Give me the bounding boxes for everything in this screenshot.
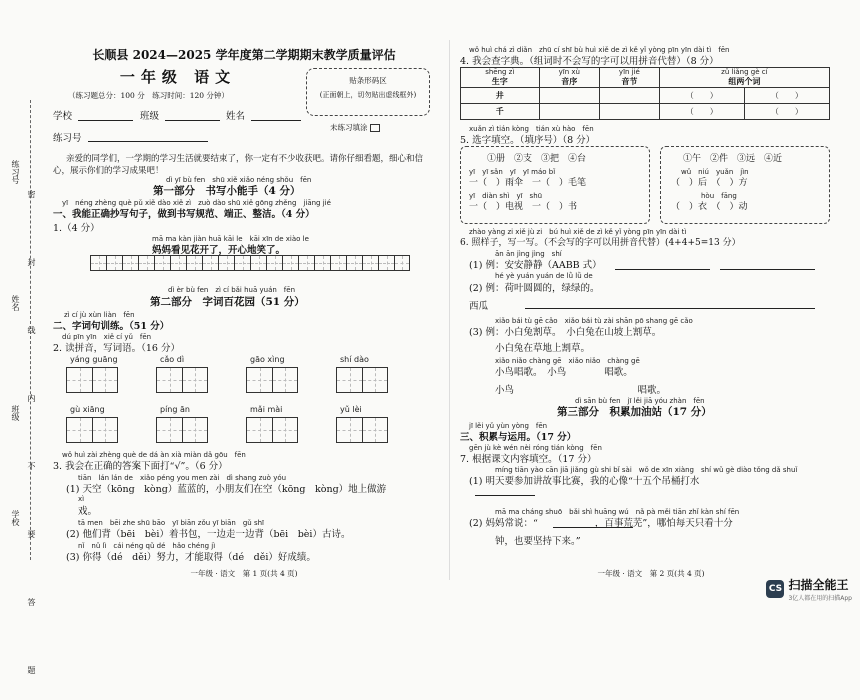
q3-2-pinyin: tā men bēi zhe shū bāo yī biān zǒu yī biān gǔ shī xyxy=(78,519,264,527)
field-school-label: 学校 xyxy=(53,111,73,122)
writing-grid[interactable] xyxy=(90,255,410,271)
part2-pinyin: dì èr bù fen zì cí bǎi huā yuán fēn xyxy=(168,286,296,294)
box2-pinyin2: hòu fāng xyxy=(701,192,737,200)
q6-pinyin: zhào yàng zi xiě jù zi bú huì xiě de zì kě yǐ yòng pīn yīn dài tì xyxy=(469,228,687,236)
word-cell[interactable] xyxy=(156,417,182,443)
dict-word2-jing[interactable]: （ ） xyxy=(744,88,829,104)
q6-3-text: (3) 例：小白兔割草。 小白兔在山坡上割草。 xyxy=(469,327,662,338)
word-box[interactable] xyxy=(66,417,118,443)
writing-cell[interactable] xyxy=(122,255,138,271)
field-name-label: 姓名 xyxy=(226,111,246,122)
intro-line-2: 心，展示你们的学习成果吧！ xyxy=(53,166,164,176)
scanner-sub: 3亿人都在用的扫描App xyxy=(788,595,852,602)
word-cell[interactable] xyxy=(66,367,92,393)
dict-word2-qian[interactable]: （ ） xyxy=(744,104,829,120)
subject-title: 一年级 语文 xyxy=(119,68,237,86)
field-class-label: 班级 xyxy=(140,111,160,122)
word-pinyin: yáng guāng xyxy=(70,355,118,364)
q2-title: 2. 读拼音，写词语。（16 分） xyxy=(53,343,180,354)
field-practice-no-input[interactable] xyxy=(88,141,208,142)
page-1-footer: 一年级 · 语文 第 1 页(共 4 页) xyxy=(190,569,298,578)
q1-section: 一、我能正确抄写句子，做到书写规范、端正、整洁。（4 分） xyxy=(53,209,315,220)
page-2-footer: 一年级 · 语文 第 2 页(共 4 页) xyxy=(597,569,705,578)
word-pinyin: cǎo dì xyxy=(160,355,185,364)
word-cell[interactable] xyxy=(246,367,272,393)
writing-cell[interactable] xyxy=(218,255,234,271)
q2-pinyin: dú pīn yīn xiě cí yǔ fēn xyxy=(62,333,152,341)
word-cell[interactable] xyxy=(182,417,208,443)
word-cell[interactable] xyxy=(272,367,298,393)
q7-2b-text: 钟，也要坚持下来。” xyxy=(495,536,581,547)
dict-syllable-jing[interactable] xyxy=(600,88,660,104)
writing-cell[interactable] xyxy=(394,255,410,271)
barcode-title: 贴条形码区 xyxy=(349,76,387,85)
writing-cell[interactable] xyxy=(186,255,202,271)
word-pinyin: shí dào xyxy=(340,355,369,364)
word-box[interactable] xyxy=(246,417,298,443)
sec2-pinyin: zì cí jù xùn liàn fēn xyxy=(64,311,135,319)
q7-1-text: (1) 明天要参加讲故事比赛，我的心像“十五个吊桶打水 xyxy=(469,476,700,487)
intro-line-1: 亲爱的同学们，一学期的学习生活就要结束了，你一定有不少收获吧。请你仔细看题，细心和信 xyxy=(66,154,424,164)
barcode-area xyxy=(306,68,430,116)
page-divider xyxy=(449,40,450,580)
q7-2-text: (2) 妈妈常说：“ ，百事荒芜”，哪怕每天只看十分 xyxy=(469,518,733,529)
missing-mark xyxy=(330,122,380,133)
scanner-name: 扫描全能王 xyxy=(788,578,849,592)
option-box-1 xyxy=(460,146,650,224)
word-cell[interactable] xyxy=(66,417,92,443)
q6-1-pinyin: ān ān jìng jìng shí xyxy=(495,250,562,258)
word-box[interactable] xyxy=(336,417,388,443)
sec3-pinyin: jī lěi yǔ yùn yòng fēn xyxy=(469,422,548,430)
q3-1b-pinyin: xì xyxy=(78,495,85,503)
sentence-text: 妈妈看见花开了，开心地笑了。 xyxy=(152,245,286,256)
word-cell[interactable] xyxy=(92,367,118,393)
part3-pinyin: dì sān bù fen jī lěi jiā yóu zhàn fēn xyxy=(575,397,705,405)
q6-1-blank-1[interactable] xyxy=(615,269,710,270)
box2-pinyin: wǔ niú yuǎn jìn xyxy=(681,168,749,176)
q6-2-prompt: 西瓜 xyxy=(469,301,489,312)
binding-column xyxy=(0,40,46,700)
q6-3c-pinyin: xiǎo niǎo chàng gē xiǎo niǎo chàng gē xyxy=(495,357,640,365)
sentence-pinyin: mā ma kàn jiàn huā kāi le kāi xīn de xiào le xyxy=(152,235,309,243)
seal-line-text: 密 封 线 内 不 要 答 题 xyxy=(27,190,36,700)
word-box[interactable] xyxy=(246,367,298,393)
q3-3-pinyin: nǐ nǔ lì cái néng qǔ dé hǎo chéng jì xyxy=(78,542,216,550)
q6-3c-text[interactable]: 小鸟唱歌。 小鸟 唱歌。 xyxy=(495,367,633,378)
writing-cell[interactable] xyxy=(346,255,362,271)
word-cell[interactable] xyxy=(362,367,388,393)
q3-1-text[interactable]: (1) 天空（kōng kòng）蓝蓝的，小朋友们在空（kōng kòng）地上做游 xyxy=(66,484,387,495)
word-pinyin: yǔ lèi xyxy=(340,405,362,414)
word-cell[interactable] xyxy=(336,417,362,443)
q7-pinyin: gēn jù kè wén nèi róng tián kòng fēn xyxy=(469,444,602,452)
box1-pinyin2: yī diàn shì yī shū xyxy=(469,192,543,200)
page-1 xyxy=(48,40,440,580)
side-label-school: 学校 xyxy=(11,510,20,526)
field-name-input[interactable] xyxy=(251,120,301,121)
q4-pinyin: wǒ huì chá zì diǎn zhū cí shī bù huì xiě de zì kě yǐ yòng pīn yīn dài tì fēn xyxy=(469,46,730,54)
box1-line1[interactable]: 一（ ）雨伞 一（ ）毛笔 xyxy=(469,178,587,188)
dict-header-words: zǔ liǎng gè cí 组两个词 xyxy=(659,68,829,88)
q6-3-pinyin: xiǎo bái tù gē cǎo xiǎo bái tù zài shān pō shang gē cǎo xyxy=(495,317,693,325)
part2-title: 第二部分 字词百花园（51 分） xyxy=(150,296,305,308)
q6-title: 6. 照样子，写一写。（不会写的字可以用拼音代替）(4+4+5=13 分） xyxy=(460,238,741,248)
dict-row-jing xyxy=(461,88,830,104)
part3-title: 第三部分 积累加油站（17 分） xyxy=(557,406,712,418)
writing-cell[interactable] xyxy=(362,255,378,271)
word-cell[interactable] xyxy=(272,417,298,443)
q4-title: 4. 我会查字典。（组词时不会写的字可以用拼音代替）（8 分） xyxy=(460,56,719,67)
writing-cell[interactable] xyxy=(90,255,106,271)
q3-3-text[interactable]: (3) 你得（dé děi）努力，才能取得（dé děi）好成绩。 xyxy=(66,552,316,563)
dict-header-order: yīn xù 音序 xyxy=(539,68,600,88)
side-label-practice-no: 练习号 xyxy=(11,160,20,184)
missing-label: 未练习填涂 xyxy=(330,123,368,132)
q1-pinyin: yī néng zhèng què pǔ xiě dào xiě zì zuò dào shū xiě gōng zhěng jiāng jié xyxy=(62,199,331,207)
q3-1-pinyin: tiān lán lán de xiǎo péng you men zài dì shang zuò yóu xyxy=(78,474,287,482)
dict-order-jing[interactable] xyxy=(539,88,600,104)
q6-2-text: (2) 例：荷叶圆圆的，绿绿的。 xyxy=(469,283,600,294)
q6-2-blank[interactable] xyxy=(525,308,815,309)
writing-cell[interactable] xyxy=(266,255,282,271)
missing-checkbox[interactable] xyxy=(370,124,380,132)
side-label-name: 姓名 xyxy=(11,295,20,311)
field-class xyxy=(140,108,159,122)
q6-2-pinyin: hé yè yuán yuán de lǜ lǜ de xyxy=(495,272,593,280)
writing-cell[interactable] xyxy=(202,255,218,271)
box1-options: ①册 ②支 ③把 ④台 xyxy=(487,154,587,164)
q6-1-blank-2[interactable] xyxy=(720,269,815,270)
q7-2-blank[interactable] xyxy=(553,527,633,528)
dict-header-syllable: yīn jié 音节 xyxy=(600,68,660,88)
writing-cell[interactable] xyxy=(170,255,186,271)
q7-1-pinyin: míng tiān yào cān jiā jiǎng gù shi bǐ sài wǒ de xīn xiàng shí wǔ gè diào tǒng dǎ shuǐ xyxy=(495,466,798,474)
dictionary-table xyxy=(460,67,830,120)
side-label-class: 班级 xyxy=(11,405,20,421)
dict-word1-qian[interactable]: （ ） xyxy=(659,104,744,120)
field-practice-no: 练习号 xyxy=(53,133,82,144)
barcode-note: (正面朝上，切勿贴出虚线框外) xyxy=(319,91,417,99)
dict-char-qian: 千 xyxy=(461,104,540,120)
word-box[interactable] xyxy=(156,417,208,443)
sec3-title: 三、积累与运用。（17 分） xyxy=(460,432,577,443)
dict-word1-jing[interactable]: （ ） xyxy=(659,88,744,104)
word-cell[interactable] xyxy=(156,367,182,393)
dict-syllable-qian[interactable] xyxy=(600,104,660,120)
q6-3d-text[interactable]: 小鸟 唱歌。 xyxy=(495,385,667,396)
word-cell[interactable] xyxy=(336,367,362,393)
writing-cell[interactable] xyxy=(282,255,298,271)
writing-cell[interactable] xyxy=(154,255,170,271)
writing-cell[interactable] xyxy=(298,255,314,271)
part1-title: 第一部分 书写小能手（4 分） xyxy=(153,185,301,197)
box2-options: ①午 ②件 ③远 ④近 xyxy=(683,154,783,164)
q1-number: 1.（4 分） xyxy=(53,223,100,234)
sec2-title: 二、字词句训练。（51 分） xyxy=(53,321,170,332)
camscanner-logo: CS xyxy=(766,580,784,598)
word-cell[interactable] xyxy=(182,367,208,393)
field-class-input[interactable] xyxy=(165,120,220,121)
q5-title: 5. 选字填空。（填序号）（8 分） xyxy=(460,135,596,146)
field-name xyxy=(226,108,245,122)
dict-char-jing: 井 xyxy=(461,88,540,104)
field-school xyxy=(53,108,72,122)
word-box[interactable] xyxy=(336,367,388,393)
writing-cell[interactable] xyxy=(314,255,330,271)
q3-2-text[interactable]: (2) 他们背（bēi bèi）着书包，一边走一边背（bēi bèi）古诗。 xyxy=(66,529,351,540)
exam-title: 长顺县 2024—2025 学年度第二学期期末教学质量评估 xyxy=(92,48,396,62)
writing-cell[interactable] xyxy=(106,255,122,271)
q6-3-example: 小白兔在草地上割草。 xyxy=(495,343,591,354)
writing-cell[interactable] xyxy=(250,255,266,271)
box2-line1[interactable]: （ ）后 （ ）方 xyxy=(671,178,748,188)
dict-header-row xyxy=(461,68,830,88)
q7-1-blank[interactable] xyxy=(475,495,535,496)
q6-1-text: (1) 例：安安静静（AABB 式） xyxy=(469,260,602,271)
field-school-input[interactable] xyxy=(78,120,133,121)
word-cell[interactable] xyxy=(362,417,388,443)
word-pinyin: gù xiāng xyxy=(70,405,105,414)
q7-title: 7. 根据课文内容填空。（17 分） xyxy=(460,454,597,465)
box2-line2[interactable]: （ ）衣 （ ）动 xyxy=(671,202,748,212)
writing-cell[interactable] xyxy=(330,255,346,271)
q5-pinyin: xuǎn zì tián kòng tián xù hào fēn xyxy=(469,125,594,133)
q3-title: 3. 我会在正确的答案下面打“√”。（6 分） xyxy=(53,461,228,472)
word-pinyin: mǎi mài xyxy=(250,405,283,414)
writing-cell[interactable] xyxy=(378,255,394,271)
writing-cell[interactable] xyxy=(138,255,154,271)
page-2 xyxy=(455,40,847,580)
scanner-watermark xyxy=(766,576,852,602)
word-box[interactable] xyxy=(66,367,118,393)
dict-header-char: shēng zì 生字 xyxy=(461,68,540,88)
q3-pinyin: wǒ huì zài zhèng què de dá àn xià miàn dǎ gōu fēn xyxy=(62,451,246,459)
word-box[interactable] xyxy=(156,367,208,393)
word-cell[interactable] xyxy=(92,417,118,443)
box1-pinyin: yī yī sǎn yī yī máo bǐ xyxy=(469,168,556,176)
writing-cell[interactable] xyxy=(234,255,250,271)
q7-2-pinyin: mā ma cháng shuō bǎi shì huāng wú nǎ pà měi tiān zhǐ kàn shí fēn xyxy=(495,508,740,516)
box1-line2[interactable]: 一（ ）电视 一（ ）书 xyxy=(469,202,578,212)
dict-row-qian xyxy=(461,104,830,120)
q3-1c-text: 戏。 xyxy=(78,506,98,517)
word-pinyin: píng ān xyxy=(160,405,190,414)
part1-pinyin: dì yī bù fen shū xiě xiǎo néng shǒu fēn xyxy=(166,176,312,184)
word-pinyin: gāo xìng xyxy=(250,355,285,364)
dict-order-qian[interactable] xyxy=(539,104,600,120)
score-time: （练习题总分：100 分 练习时间：120 分钟） xyxy=(68,91,229,100)
option-box-2 xyxy=(660,146,830,224)
word-cell[interactable] xyxy=(246,417,272,443)
